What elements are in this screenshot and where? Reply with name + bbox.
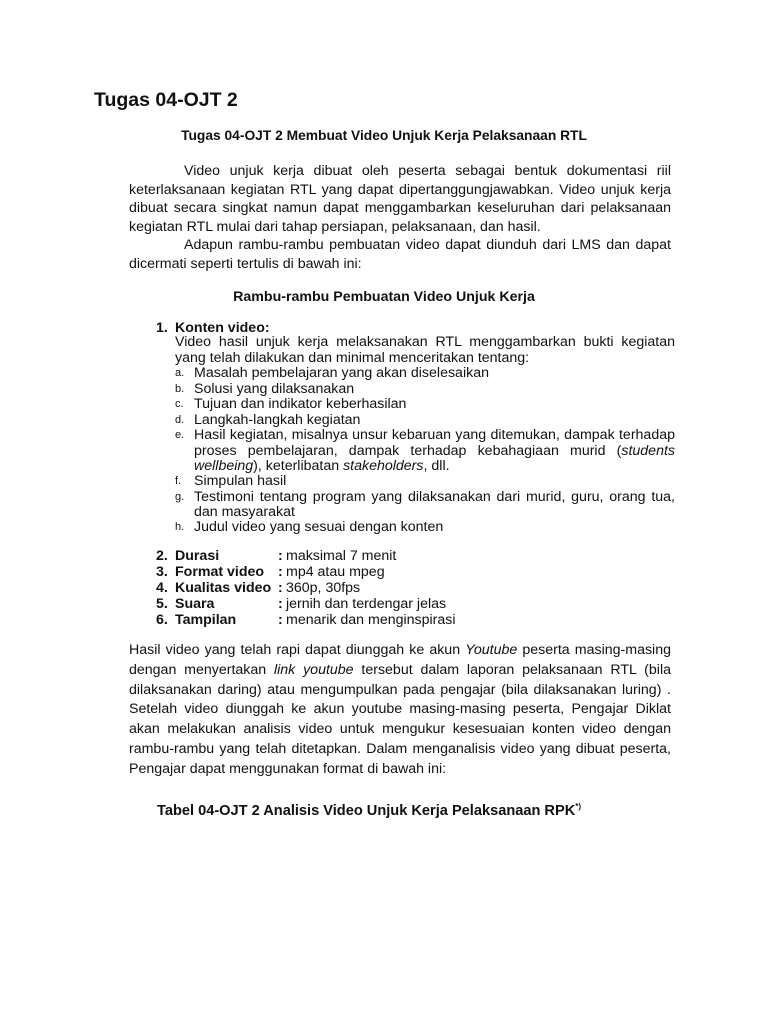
list-letter: b. [175,382,185,395]
document-subtitle: Tugas 04-OJT 2 Membuat Video Unjuk Kerja Pelaksanaan RTL [181,128,587,143]
spec-colon: : [278,564,283,580]
spec-number: 2. [156,548,168,564]
spec-colon: : [278,596,283,612]
list-item-text: Solusi yang dilaksanakan [194,380,355,397]
list-heading: Konten video: [175,320,270,336]
spec-value: maksimal 7 menit [286,548,397,564]
list-item-text: Masalah pembelajaran yang akan diselesaikan [194,365,489,381]
spec-key: Format video [175,564,265,580]
spec-number: 3. [156,564,168,580]
table-title: Tabel 04-OJT 2 Analisis Video Unjuk Kerja Pelaksanaan RPK*) [157,802,582,819]
intro-section [129,162,671,273]
spec-key: Kualitas video [175,580,272,596]
list-item-text: Hasil kegiatan, misalnya unsur kebaruan yang ditemukan, dampak terhadap proses pembelajaran, dampak terhadap kebahagiaan murid (students wellbeing), keterlibatan stakeholders, dll. [194,427,675,474]
spec-key: Durasi [175,548,220,564]
spec-value: 360p, 30fps [286,580,361,596]
spec-value: jernih dan terdengar jelas [286,596,447,612]
page-title: Tugas 04-OJT 2 [94,89,238,111]
intro-paragraph-2: Adapun rambu-rambu pembuatan video dapat diunduh dari LMS dan dapat dicermati seperti tertulis di bawah ini: [129,237,671,272]
list-item-text: Judul video yang sesuai dengan konten [194,519,444,535]
spec-colon: : [278,612,283,628]
list-letter: f. [175,475,182,487]
list-item-text: Tujuan dan indikator keberhasilan [194,396,407,412]
closing-paragraph: Hasil video yang telah rapi dapat diunggah ke akun Youtube peserta masing-masing dengan menyertakan link youtube tersebut dalam laporan pelaksanaan RTL (bila dilaksanakan daring) atau mengumpulkan pada pengajar (bila dilaksanakan luring) . Setelah video diunggah ke akun youtube masing-masing peserta, Pengajar Diklat akan melakukan analisis video untuk mengukur kesesuaian konten video dengan rambu-rambu yang telah ditetapkan. Dalam menganalisis video yang dibuat peserta, Pengajar dapat menggunakan format di bawah ini: [129,642,671,777]
spec-colon: : [278,548,283,564]
spec-number: 6. [156,612,168,628]
list-description: Video hasil unjuk kerja melaksanakan RTL menggambarkan bukti kegiatan yang telah dilakukan dan minimal menceritakan tentang: [175,334,675,366]
section-title: Rambu-rambu Pembuatan Video Unjuk Kerja [233,289,535,305]
spec-number: 5. [156,596,168,612]
list-letter: g. [175,490,185,503]
spec-key: Suara [175,596,215,612]
list-number: 1. [156,320,168,336]
spec-value: mp4 atau mpeg [286,564,385,580]
list-letter: h. [175,521,185,533]
list-item-text: Langkah-langkah kegiatan [194,411,361,428]
spec-value: menarik dan menginspirasi [286,612,456,628]
list-letter: d. [175,413,185,426]
list-letter: e. [175,429,185,441]
list-letter: c. [175,398,184,410]
footnote-marker: *) [575,802,582,811]
spec-key: Tampilan [175,612,237,628]
spec-colon: : [278,580,283,596]
list-item-text: Testimoni tentang program yang dilaksanakan dari murid, guru, orang tua, dan masyarakat [194,488,675,520]
list-letter: a. [175,367,185,379]
intro-paragraph-1: Video unjuk kerja dibuat oleh peserta sebagai bentuk dokumentasi riil keterlaksanaan kegiatan RTL yang dapat dipertanggungjawabkan. Video unjuk kerja dibuat secara singkat namun dapat menggambarkan keseluruhan dari pelaksanaan kegiatan RTL mulai dari tahap persiapan, pelaksanaan, dan hasil. [129,163,671,235]
list-item-text: Simpulan hasil [194,473,287,489]
spec-number: 4. [156,580,168,596]
